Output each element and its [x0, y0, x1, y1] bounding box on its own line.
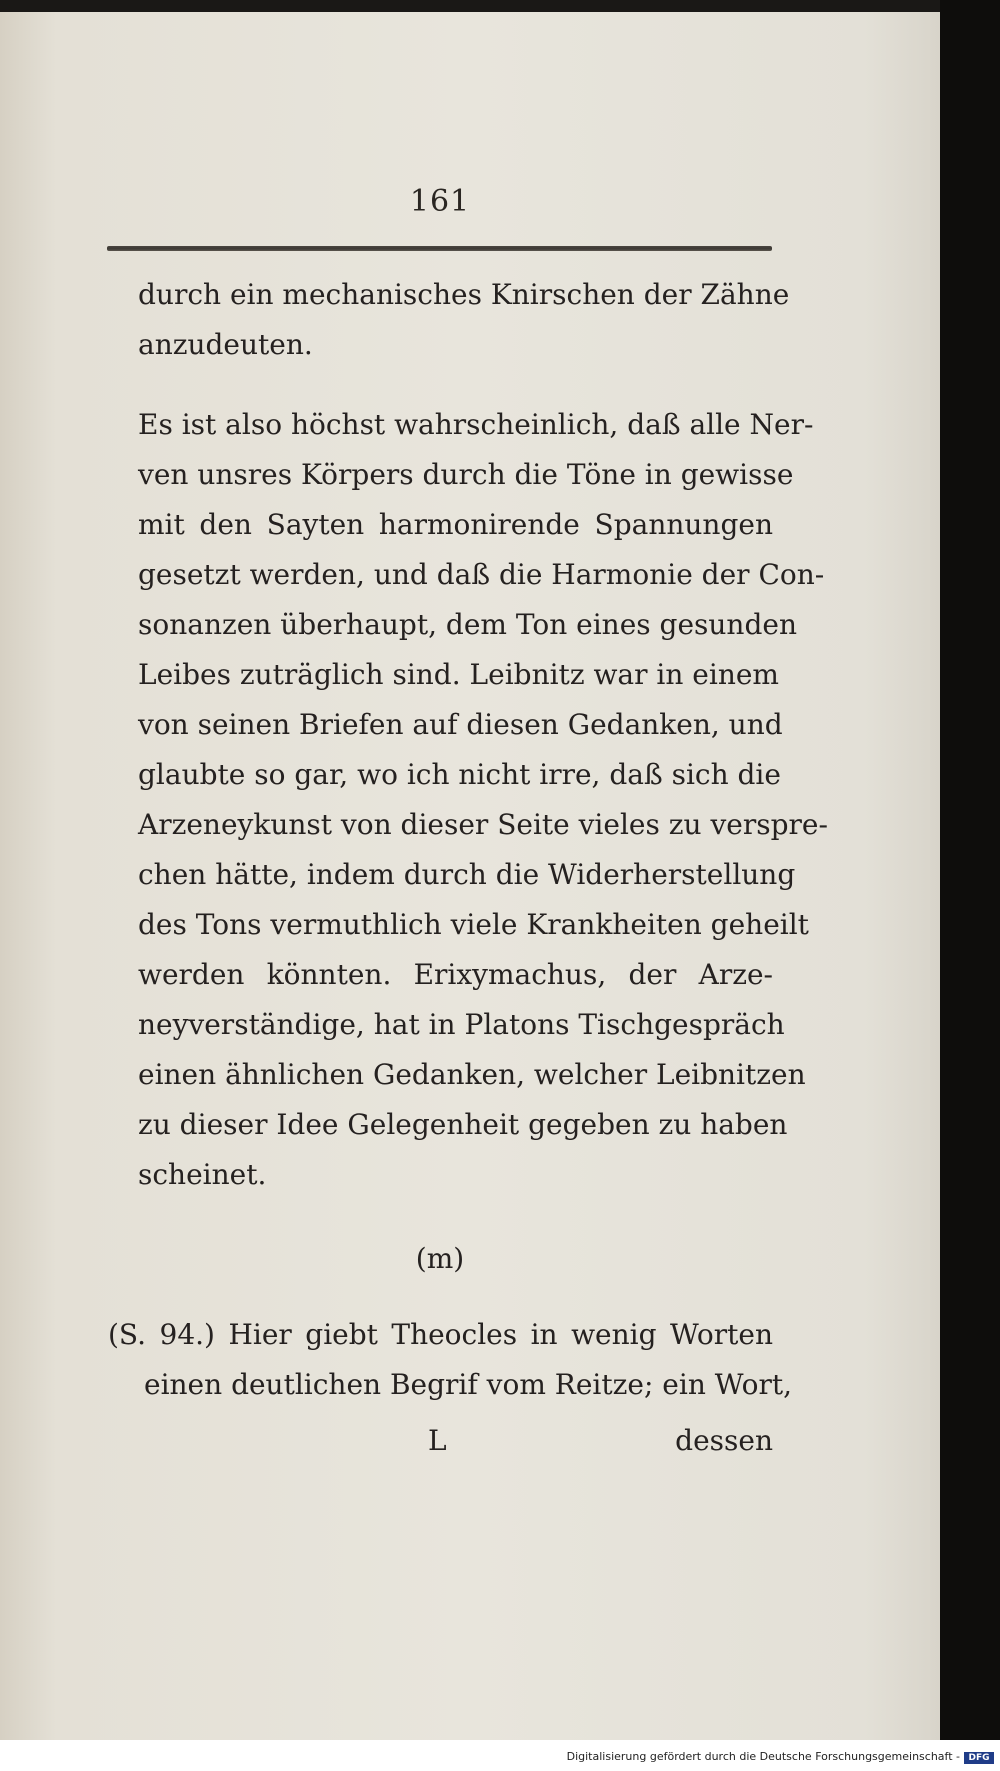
text-line: neyverständige, hat in Platons Tischgespräch	[138, 1008, 785, 1041]
page-number: 161	[409, 184, 471, 219]
book-page	[0, 12, 940, 1740]
paragraph-1	[138, 270, 790, 370]
text-line: Arzeneykunst von dieser Seite vieles zu verspre-	[138, 808, 828, 841]
signature-mark: L	[428, 1424, 447, 1457]
text-line: des Tons vermuthlich viele Krankheiten geheilt	[138, 908, 809, 941]
catchword: dessen	[675, 1424, 773, 1457]
text-line: gesetzt werden, und daß die Harmonie der Con-	[138, 558, 825, 591]
text-line: scheinet.	[138, 1158, 267, 1191]
page-footer	[138, 1416, 773, 1466]
footnote-line: (S. 94.) Hier giebt Theocles in wenig Worten	[108, 1318, 773, 1351]
digitization-credit: Digitalisierung gefördert durch die Deutsche Forschungsgemeinschaft -	[566, 1750, 960, 1763]
note-marker: (m)	[415, 1242, 465, 1275]
footnote-line: einen deutlichen Begrif vom Reitze; ein Wort,	[144, 1368, 793, 1401]
scan-background-strip	[940, 0, 1000, 1771]
text-line: Es ist also höchst wahrscheinlich, daß alle Ner-	[138, 408, 814, 441]
dfg-logo-icon: DFG	[964, 1752, 994, 1764]
text-line: einen ähnlichen Gedanken, welcher Leibnitzen	[138, 1058, 806, 1091]
text-line: von seinen Briefen auf diesen Gedanken, und	[138, 708, 783, 741]
text-line: glaubte so gar, wo ich nicht irre, daß sich die	[138, 758, 781, 791]
text-line: mit den Sayten harmonirende Spannungen	[138, 508, 773, 541]
text-line: anzudeuten.	[138, 328, 313, 361]
header-rule	[107, 246, 772, 251]
paragraph-2	[138, 400, 828, 1200]
text-line: Leibes zuträglich sind. Leibnitz war in einem	[138, 658, 779, 691]
text-line: sonanzen überhaupt, dem Ton eines gesunden	[138, 608, 797, 641]
text-line: ven unsres Körpers durch die Töne in gewisse	[138, 458, 794, 491]
text-line: zu dieser Idee Gelegenheit gegeben zu haben	[138, 1108, 788, 1141]
text-line: durch ein mechanisches Knirschen der Zähne	[138, 278, 790, 311]
footnote	[108, 1310, 793, 1410]
text-line: chen hätte, indem durch die Widerherstellung	[138, 858, 796, 891]
text-line: werden könnten. Erixymachus, der Arze-	[138, 958, 773, 991]
